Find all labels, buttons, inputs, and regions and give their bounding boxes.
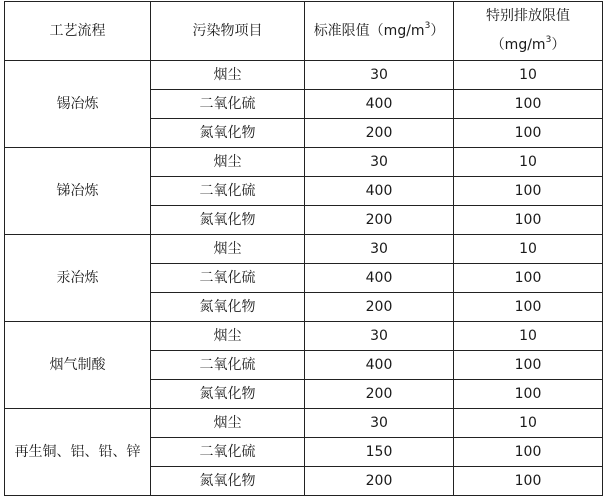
pollutant-cell: 氮氧化物 <box>151 119 305 148</box>
standard-limit-cell: 30 <box>305 322 454 351</box>
table-row <box>5 409 603 438</box>
standard-limit-cell: 400 <box>305 351 454 380</box>
special-limit-cell: 10 <box>454 61 603 90</box>
standard-limit-cell: 400 <box>305 264 454 293</box>
special-limit-cell: 100 <box>454 380 603 409</box>
pollutant-cell: 烟尘 <box>151 322 305 351</box>
special-limit-cell: 100 <box>454 90 603 119</box>
special-limit-cell: 100 <box>454 438 603 467</box>
pollutant-cell: 二氧化硫 <box>151 90 305 119</box>
table-row <box>5 322 603 351</box>
special-limit-cell: 100 <box>454 264 603 293</box>
special-limit-cell: 10 <box>454 235 603 264</box>
table-body <box>5 61 603 496</box>
standard-limit-cell: 200 <box>305 206 454 235</box>
table-row <box>5 235 603 264</box>
special-limit-cell: 100 <box>454 119 603 148</box>
special-limit-cell: 100 <box>454 177 603 206</box>
table-header-row <box>5 2 603 61</box>
header-standard-limit: 标准限值$(mg/m^3)$ <box>305 2 454 61</box>
pollutant-cell: 氮氧化物 <box>151 380 305 409</box>
standard-limit-cell: 200 <box>305 293 454 322</box>
header-pollutant: 污染物项目 <box>151 2 305 61</box>
pollutant-cell: 二氧化硫 <box>151 264 305 293</box>
pollutant-cell: 二氧化硫 <box>151 438 305 467</box>
table-row <box>5 61 603 90</box>
standard-limit-cell: 200 <box>305 119 454 148</box>
pollutant-cell: 氮氧化物 <box>151 293 305 322</box>
standard-limit-cell: 400 <box>305 90 454 119</box>
pollutant-cell: 二氧化硫 <box>151 177 305 206</box>
process-cell: 烟气制酸 <box>5 322 151 409</box>
standard-limit-cell: 150 <box>305 438 454 467</box>
special-limit-cell: 10 <box>454 409 603 438</box>
process-cell: 锑冶炼 <box>5 148 151 235</box>
pollutant-cell: 烟尘 <box>151 409 305 438</box>
special-limit-cell: 10 <box>454 322 603 351</box>
special-limit-cell: 100 <box>454 206 603 235</box>
pollutant-cell: 烟尘 <box>151 61 305 90</box>
table-row <box>5 148 603 177</box>
pollutant-cell: 氮氧化物 <box>151 206 305 235</box>
standard-limit-cell: 200 <box>305 467 454 496</box>
standard-limit-cell: 30 <box>305 61 454 90</box>
standard-limit-cell: 30 <box>305 235 454 264</box>
standard-limit-cell: 30 <box>305 148 454 177</box>
standard-limit-cell: 400 <box>305 177 454 206</box>
pollutant-cell: 烟尘 <box>151 235 305 264</box>
pollutant-cell: 烟尘 <box>151 148 305 177</box>
header-process: 工艺流程 <box>5 2 151 61</box>
special-limit-cell: 10 <box>454 148 603 177</box>
standard-limit-cell: 200 <box>305 380 454 409</box>
standard-limit-cell: 30 <box>305 409 454 438</box>
pollutant-cell: 二氧化硫 <box>151 351 305 380</box>
special-limit-cell: 100 <box>454 351 603 380</box>
pollutant-cell: 氮氧化物 <box>151 467 305 496</box>
process-cell: 锡冶炼 <box>5 61 151 148</box>
process-cell: 再生铜、铝、铅、锌 <box>5 409 151 496</box>
emission-limits-table <box>4 1 603 496</box>
special-limit-cell: 100 <box>454 467 603 496</box>
special-limit-cell: 100 <box>454 293 603 322</box>
header-special-limit: 特别排放限值 $(mg/m^3)$ <box>454 2 603 61</box>
process-cell: 汞冶炼 <box>5 235 151 322</box>
